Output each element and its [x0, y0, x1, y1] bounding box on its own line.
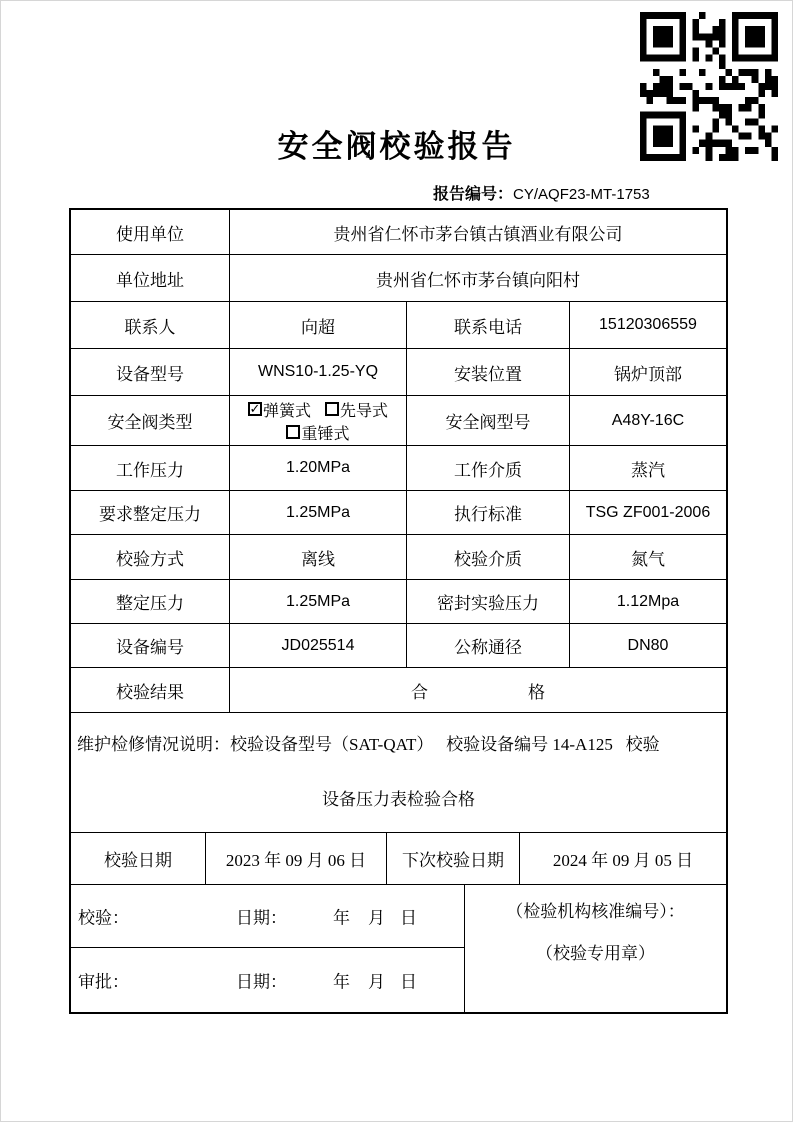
sign-calibrate-day: 日	[400, 908, 417, 928]
calibration-method-value: 离线	[230, 535, 407, 580]
maintenance-note-line1: 维护检修情况说明：校验设备型号（SAT-QAT） 校验设备编号 14-A125 校验	[77, 734, 660, 754]
sign-calibrate-row	[71, 885, 464, 948]
next-calibration-date-label: 下次校验日期	[387, 833, 520, 885]
maintenance-note	[71, 713, 726, 833]
row-result	[71, 668, 726, 713]
row-working-pressure	[71, 446, 726, 491]
sign-approve-date-label: 日期：	[236, 972, 287, 992]
option-lever-label: 重锤式	[301, 425, 350, 443]
checkbox-lever-icon[interactable]	[286, 425, 300, 439]
option-spring-label: 弹簧式	[262, 402, 311, 420]
nominal-diameter-value: DN80	[570, 624, 726, 668]
row-valve-type	[71, 396, 726, 446]
unit-address-value: 贵州省仁怀市茅台镇向阳村	[230, 255, 726, 302]
next-calibration-date-value: 2024 年 09 月 05 日	[520, 833, 726, 885]
valve-type-label: 安全阀类型	[71, 396, 230, 446]
sign-calibrate-month: 月	[368, 908, 385, 928]
maintenance-note-line2: 设备压力表检验合格	[322, 789, 475, 809]
calibration-date-value: 2023 年 09 月 06 日	[206, 833, 387, 885]
result-value	[230, 668, 726, 713]
valve-model-value: A48Y-16C	[570, 396, 726, 446]
sign-approve-year: 年	[333, 972, 350, 992]
seal-test-pressure-label: 密封实验压力	[407, 580, 570, 624]
row-device-model	[71, 349, 726, 396]
stamp-cell	[465, 885, 726, 1012]
standard-label: 执行标准	[407, 491, 570, 535]
phone-value: 15120306559	[570, 302, 726, 349]
install-position-value: 锅炉顶部	[570, 349, 726, 396]
signature-left	[71, 885, 465, 1012]
phone-label: 联系电话	[407, 302, 570, 349]
row-calibration-method	[71, 535, 726, 580]
seal-test-pressure-value: 1.12Mpa	[570, 580, 726, 624]
working-pressure-label: 工作压力	[71, 446, 230, 491]
result-part2: 格	[528, 682, 546, 702]
row-required-set-pressure	[71, 491, 726, 535]
working-medium-label: 工作介质	[407, 446, 570, 491]
install-position-label: 安装位置	[407, 349, 570, 396]
option-spring	[248, 398, 311, 421]
standard-value: TSG ZF001-2006	[570, 491, 726, 535]
row-calibration-date	[71, 833, 726, 885]
report-number-value: CY/AQF23-MT-1753	[513, 186, 650, 203]
sign-approve-day: 日	[400, 972, 417, 992]
nominal-diameter-label: 公称通径	[407, 624, 570, 668]
required-set-pressure-value: 1.25MPa	[230, 491, 407, 535]
page-title: 安全阀校验报告	[277, 129, 516, 164]
checkbox-spring-icon[interactable]: ✓	[249, 401, 261, 417]
row-use-unit	[71, 210, 726, 255]
sign-approve-month: 月	[368, 972, 385, 992]
sign-approve-label: 审批：	[78, 972, 129, 992]
row-maintenance-note	[71, 713, 726, 833]
calibration-method-label: 校验方式	[71, 535, 230, 580]
report-table	[69, 208, 728, 1014]
option-pilot	[325, 398, 388, 421]
result-label: 校验结果	[71, 668, 230, 713]
use-unit-label: 使用单位	[71, 210, 230, 255]
calibration-medium-label: 校验介质	[407, 535, 570, 580]
unit-address-label: 单位地址	[71, 255, 230, 302]
option-lever	[286, 421, 349, 444]
result-part1: 合	[411, 682, 429, 702]
contact-value: 向超	[230, 302, 407, 349]
valve-model-label: 安全阀型号	[407, 396, 570, 446]
stamp-line2: （校验专用章）	[536, 943, 655, 963]
report-number-label: 报告编号：	[433, 186, 514, 203]
working-medium-value: 蒸汽	[570, 446, 726, 491]
calibration-date-label: 校验日期	[71, 833, 206, 885]
row-device-no	[71, 624, 726, 668]
working-pressure-value: 1.20MPa	[230, 446, 407, 491]
calibration-medium-value: 氮气	[570, 535, 726, 580]
set-pressure-label: 整定压力	[71, 580, 230, 624]
row-set-pressure	[71, 580, 726, 624]
use-unit-value: 贵州省仁怀市茅台镇古镇酒业有限公司	[230, 210, 726, 255]
valve-type-options	[230, 396, 407, 446]
stamp-line1: （检验机构核准编号）：	[506, 901, 685, 921]
sign-calibrate-year: 年	[333, 908, 350, 928]
row-unit-address	[71, 255, 726, 302]
device-model-value: WNS10-1.25-YQ	[230, 349, 407, 396]
contact-label: 联系人	[71, 302, 230, 349]
report-number	[433, 181, 650, 204]
valve-type-options-line1	[234, 398, 402, 421]
required-set-pressure-label: 要求整定压力	[71, 491, 230, 535]
set-pressure-value: 1.25MPa	[230, 580, 407, 624]
sign-approve-row	[71, 948, 464, 1012]
option-pilot-label: 先导式	[339, 402, 388, 420]
sign-calibrate-label: 校验：	[78, 908, 129, 928]
sign-calibrate-date-label: 日期：	[236, 908, 287, 928]
device-no-label: 设备编号	[71, 624, 230, 668]
device-model-label: 设备型号	[71, 349, 230, 396]
row-contact	[71, 302, 726, 349]
checkbox-pilot-icon[interactable]	[325, 402, 339, 416]
device-no-value: JD025514	[230, 624, 407, 668]
valve-type-options-line2	[234, 421, 402, 444]
signature-block	[71, 885, 726, 1012]
